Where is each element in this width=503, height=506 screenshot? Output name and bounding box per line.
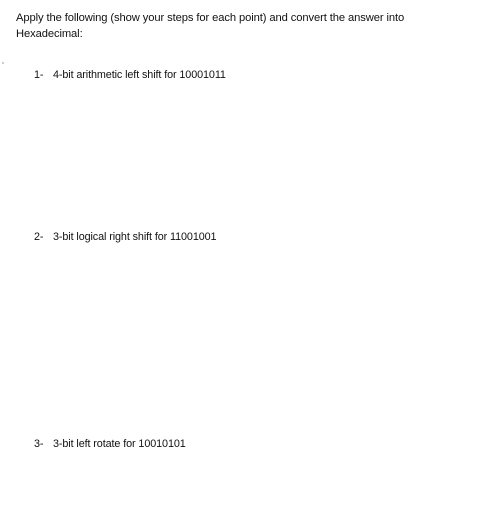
question-1-text: 4-bit arithmetic left shift for 10001011 [53,69,226,81]
question-2-text: 3-bit logical right shift for 11001001 [53,231,217,243]
question-1 [34,68,226,82]
instructions-line-1: Apply the following (show your steps for each point) and convert the answer into [16,12,405,24]
question-3 [34,437,186,451]
instructions-line-2: Hexadecimal: [16,28,83,40]
question-2 [34,230,216,244]
instructions-paragraph [16,10,486,42]
question-3-text: 3-bit left rotate for 10010101 [53,438,186,450]
question-2-number: 2- [34,231,44,243]
question-1-number: 1- [34,69,44,81]
scan-speck [2,62,4,64]
question-3-number: 3- [34,438,44,450]
